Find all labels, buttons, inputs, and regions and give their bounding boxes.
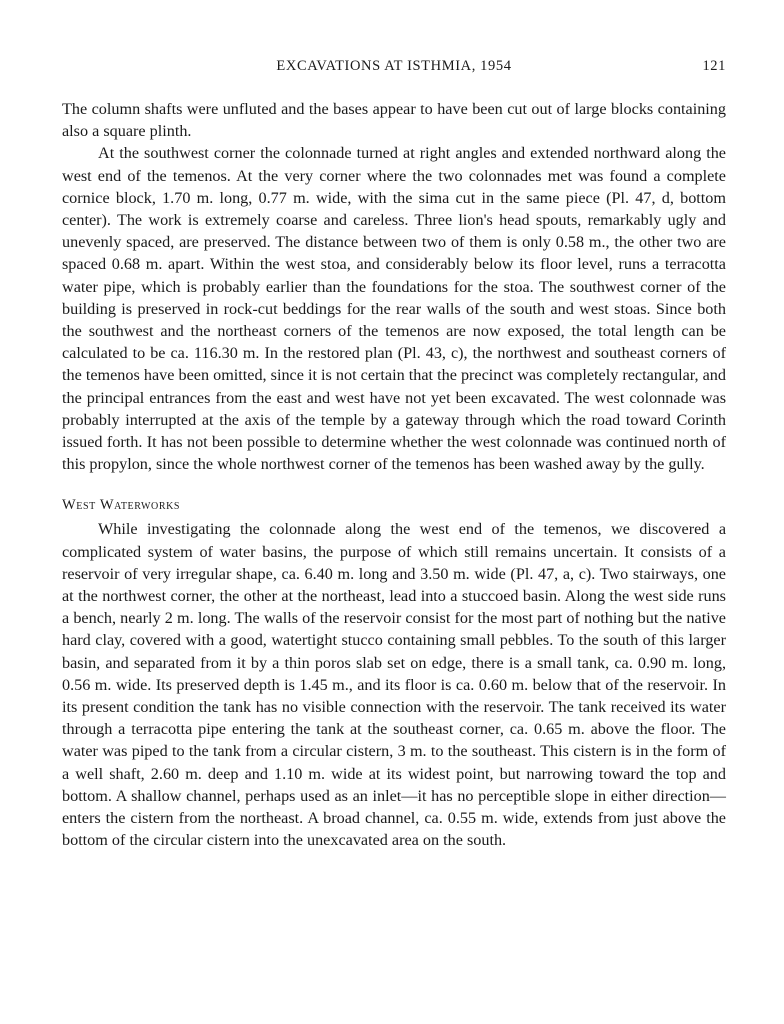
document-page	[62, 58, 726, 852]
page-number: 121	[702, 58, 726, 74]
section-heading: West Waterworks	[62, 497, 181, 514]
running-title: EXCAVATIONS AT ISTHMIA, 1954	[276, 58, 512, 74]
running-header	[62, 58, 726, 84]
paragraph-column-shafts: The column shafts were unfluted and the bases appear to have been cut out of large blocks containing also a square plinth.	[62, 100, 726, 141]
paragraph-west-waterworks: While investigating the colonnade along the west end of the temenos, we discovered a complicated system of water basins, the purpose of which still remains uncertain. It consists of a reservoir of very irregular shape, ca. 6.40 m. long and 3.50 m. wide (Pl. 47, a, c). Two stairways, one at the northwest corner, the other at the northeast, lead into a stuccoed basin. Along the west side runs a bench, nearly 2 m. long. The walls of the reservoir consist for the most part of nothing but the native hard clay, covered with a good, watertight stucco containing small pebbles. To the south of this larger basin, and separated from it by a thin poros slab set on edge, there is a small tank, ca. 0.90 m. long, 0.56 m. wide. Its preserved depth is 1.45 m., and its floor is ca. 0.60 m. below that of the reservoir. In its present condition the tank has no visible connection with the reservoir. The tank received its water through a terracotta pipe entering the tank at the southeast corner, ca. 0.65 m. above the floor. The water was piped to the tank from a circular cistern, 3 m. to the southeast. This cistern is in the form of a well shaft, 2.60 m. deep and 1.10 m. wide at its widest point, but narrowing toward the top and bottom. A shallow channel, perhaps used as an inlet—it has no perceptible slope in either direction—enters the cistern from the northeast. A broad channel, ca. 0.55 m. wide, extends from just above the bottom of the circular cistern into the unexcavated area on the south.	[62, 520, 726, 850]
body-text	[62, 98, 726, 852]
paragraph-southwest-corner: At the southwest corner the colonnade turned at right angles and extended northward along the west end of the temenos. At the very corner where the two colonnades met was found a complete cornice block, 1.70 m. long, 0.77 m. wide, with the sima cut in the same piece (Pl. 47, d, bottom center). The work is extremely coarse and careless. Three lion's head spouts, remarkably ugly and unevenly spaced, are preserved. The distance between two of them is only 0.58 m., the other two are spaced 0.68 m. apart. Within the west stoa, and considerably below its floor level, runs a terracotta water pipe, which is probably earlier than the foundations for the stoa. The southwest corner of the building is preserved in rock-cut beddings for the rear walls of the south and west stoas. Since both the southwest and the northeast corners of the temenos are now exposed, the total length can be calculated to be ca. 116.30 m. In the restored plan (Pl. 43, c), the northwest and southeast corners of the temenos have been omitted, since it is not certain that the precinct was completely rectangular, and the principal entrances from the east and west have not yet been excavated. The west colonnade was probably interrupted at the axis of the temple by a gateway through which the road toward Corinth issued forth. It has not been possible to determine whether the west colonnade was continued north of this propylon, since the whole northwest corner of the temenos has been washed away by the gully.	[62, 144, 726, 474]
